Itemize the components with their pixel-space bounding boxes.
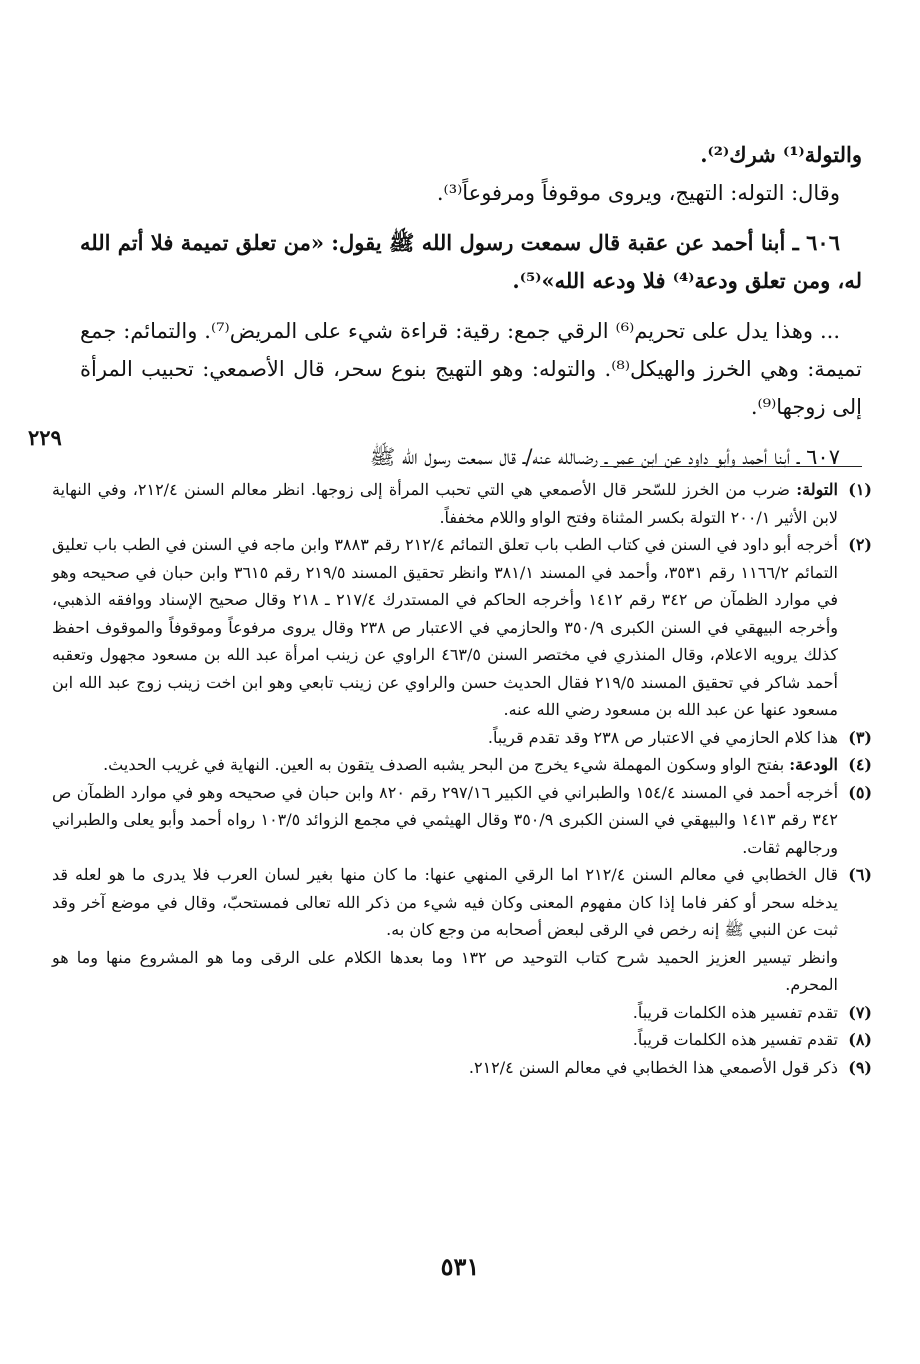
paragraph-ruqa: ... وهذا يدل على تحريم⁽⁶⁾ الرقي جمع: رقية: قراءة شيء على المريض⁽⁷⁾. والتمائم: جمع تميمة: وهي الخرز والهيكل⁽⁸⁾. والتوله: وهو التهيج بنوع سحر، قال الأصمعي: تحبيب المرأة إلى زوجها⁽⁹⁾.	[80, 319, 862, 419]
hadith-606: ٦٠٦ ـ أبنا أحمد عن عقبة قال سمعت رسول الله ﷺ يقول: «من تعلق تميمة فلا أتم الله له، ومن تعلق ودعة⁽⁴⁾ فلا ودعه الله»⁽⁵⁾.	[80, 230, 862, 293]
footnote-text: هذا كلام الحازمي في الاعتبار ص ٢٣٨ وقد تقدم قريباً.	[487, 727, 838, 747]
footnote-number: (٢)	[848, 535, 872, 554]
main-text	[80, 136, 862, 476]
footnote-number: (٥)	[848, 782, 873, 802]
footnote-lead: الودعة:	[789, 755, 838, 774]
hadith-607: ٦٠٧ ـ أبنا أحمد وأبو داود عن ابن عمر ـ رضىالله عنه/ـ قال سمعت رسول الله ﷺ	[369, 445, 840, 469]
footnote-number: (٩)	[848, 1057, 872, 1077]
footnote-number: (٦)	[848, 865, 872, 884]
footnote-text: تقدم تفسير هذه الكلمات قريباً.	[632, 1002, 838, 1022]
footnote-lead: التولة:	[796, 480, 838, 499]
footnote-text: أخرجه أبو داود في السنن في كتاب الطب باب تعلق التمائم ٢١٢/٤ رقم ٣٨٨٣ وابن ماجه في السنن في الطب باب تعليق التمائم ١١٦٦/٢ رقم ٣٥٣١، وأحمد في المسند ٣٨١/١ وانظر تحقيق المسند ٢١٩/٥ رقم ٣٦١٥ وابن حبان في صحيحه وهو في موارد الظمآن ص ٣٤٢ رقم ١٤١٢ وأخرجه الحاكم في المستدرك ٢١٧/٤ ـ ٢١٨ وقال صحيح الإسناد ووافقه الذهبي، وأخرجه البيهقي في السنن الكبرى ٣٥٠/٩ والحازمي في الاعتبار ص ٢٣٨ وقال يروى مرفوعاً وموقوفاً والموقوف احفظ كذلك يرويه الاعلام، وقال المنذري في مختصر السنن ٤٦٣/٥ الراوي عن زينب امرأة عبد الله بن مسعود مجهول وتعقبه أحمد شاكر في تحقيق المسند ٢١٩/٥ فقال الحديث حسن والراوي عن زينب تابعي وهو ابن اخت زينب زوج عبد الله ابن مسعود عنها عن عبد الله بن مسعود رضي الله عنه.	[52, 535, 839, 719]
footnote-separator	[600, 466, 862, 467]
footnote	[52, 861, 872, 944]
footnotes	[52, 476, 872, 1081]
footnote-text: ذكر قول الأصمعي هذا الخطابي في معالم السنن ٢١٢/٤.	[468, 1057, 838, 1077]
footnote	[52, 724, 872, 752]
footnote	[52, 476, 872, 531]
footnote-number: (٧)	[848, 1002, 872, 1022]
footnote-text: قال الخطابي في معالم السنن ٢١٢/٤ اما الرقي المنهي عنها: ما كان منها بغير لسان العرب فلا يدرى ما هو لعله قد يدخله سحر أو كفر فاما إذا كان مفهوم المعنى وكان فيه شيء من ذكر الله تعالى فمستحبّ، وقال في موضع آخر وقد ثبت عن النبي ﷺ إنه رخص في الرقى لبعض أصحابه من وجع كان به.	[52, 865, 838, 939]
footnote-text: وانظر تيسير العزيز الحميد شرح كتاب التوحيد ص ١٣٢ وما بعدها الكلام على الرقى وما هو المشروع منها وما هو المحرم.	[52, 947, 838, 994]
footnote-text: ضرب من الخرز للسّحر قال الأصمعي هي التي تحبب المرأة إلى زوجها. انظر معالم السنن ٢١٢/٤، وفي النهاية لابن الأثير ٢٠٠/١ التولة بكسر المثناة وفتح الواو واللام مخففاً.	[52, 480, 838, 527]
footnote	[52, 1026, 872, 1054]
page-number: ٥٣١	[440, 1252, 480, 1281]
footnote-text: أخرجه أحمد في المسند ١٥٤/٤ والطبراني في الكبير ٢٩٧/١٦ رقم ٨٢٠ وابن حبان في صحيحه وهو في موارد الظمآن ص ٣٤٢ رقم ١٤١٣ والبيهقي في السنن الكبرى ٣٥٠/٩ وقال الهيثمي في مجمع الزوائد ١٠٣/٥ رواه أحمد وأبو يعلى والطبراني ورجالهم ثقات.	[52, 782, 839, 857]
main-line-tawalluh: وقال: التوله: التهيج، ويروى موقوفاً ومرفوعاً⁽³⁾.	[436, 181, 840, 205]
footnote	[52, 751, 872, 779]
footnote-number: (٣)	[848, 727, 872, 747]
footnote	[52, 999, 872, 1027]
footnote-number: (٤)	[848, 755, 872, 774]
footnote-number: (٨)	[848, 1030, 872, 1049]
margin-folio-number: ٢٢٩	[28, 425, 62, 450]
main-line-tiwala: والتولة⁽¹⁾ شرك⁽²⁾.	[700, 142, 862, 167]
footnote-text: تقدم تفسير هذه الكلمات قريباً.	[632, 1030, 838, 1049]
footnote-text: بفتح الواو وسكون المهملة شيء يخرج من البحر يشبه الصدف يتقون به العين. النهاية في غريب الحديث.	[103, 755, 790, 774]
footnote	[52, 1054, 872, 1082]
footnote-continuation	[52, 944, 872, 999]
footnote-number: (١)	[848, 480, 872, 499]
footnote	[52, 779, 872, 862]
footnote	[52, 531, 872, 724]
